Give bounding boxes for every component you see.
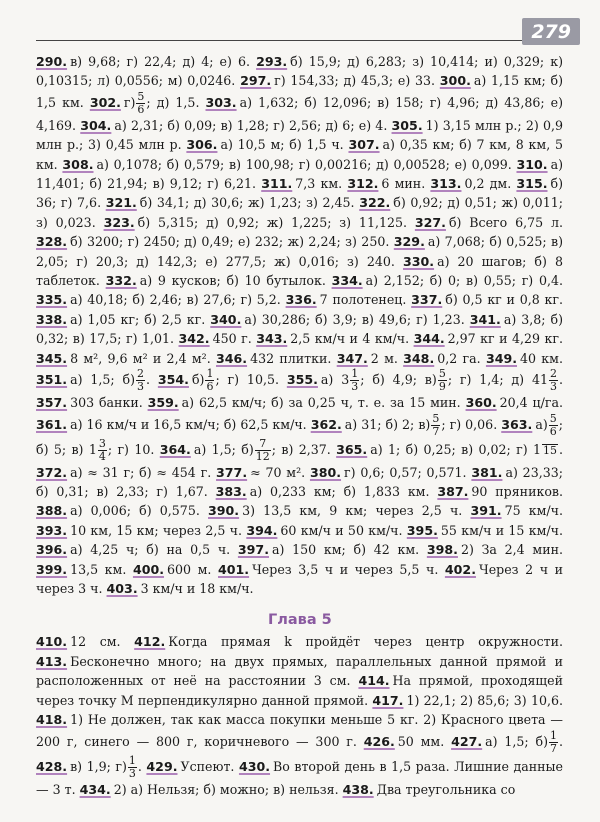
exercise-number: 310. (516, 156, 548, 172)
fraction-denominator: 3 (137, 380, 144, 394)
exercise-number: 398. (426, 542, 458, 558)
answer-item (466, 395, 563, 410)
exercise-number: 307. (348, 137, 380, 153)
exercise-number: 311. (261, 176, 293, 192)
answer-text: 432 плитки. (250, 350, 332, 366)
answer-text: ; г) 10,5. (215, 372, 279, 388)
answers-block-chapter-5 (36, 632, 563, 800)
exercise-number: 338. (36, 311, 68, 327)
answer-item (343, 782, 516, 797)
answer-item (36, 562, 126, 577)
answer-item (310, 411, 498, 438)
exercise-number: 383. (215, 483, 247, 499)
answer-text: а) 1,5; б) (193, 441, 254, 457)
exercise-number: 297. (240, 73, 272, 89)
exercise-number: 400. (132, 561, 165, 577)
header-rule (36, 40, 523, 41)
answer-text: 450 г. (212, 331, 252, 347)
answer-item (148, 395, 461, 410)
answer-text: а) 23,33; б) 0,31; в) 2,33; г) 1,67. (36, 464, 563, 499)
exercise-number: 364. (159, 441, 191, 457)
answer-text: а) 1,15 км; б) 1,5 км. (36, 73, 563, 110)
answer-item (36, 292, 281, 307)
answer-text: 600 м. (167, 561, 212, 577)
fraction (431, 413, 440, 438)
answer-text: Через 3,5 ч и через 5,5 ч. (252, 561, 439, 577)
answer-text: 13,5 км. (70, 561, 127, 577)
answer-item (159, 436, 331, 463)
answer-text: На прямой, проходящей через точку M перпендикулярно данной прямой. (36, 673, 563, 708)
exercise-number: 347. (336, 350, 368, 366)
exercise-number: 342. (178, 331, 210, 347)
answer-text: а) 1,5; б) (485, 733, 548, 749)
exercise-number: 330. (402, 253, 435, 269)
exercise-number: 397. (237, 542, 269, 558)
exercise-number: 429. (146, 758, 178, 774)
answer-text: Через 2 ч и через 3 ч. (36, 561, 563, 596)
answer-item (36, 753, 142, 780)
answer-text: . (137, 758, 142, 774)
answer-text: 3) 13,5 км, 9 км; через 2,5 ч. (242, 503, 463, 519)
exercise-number: 355. (286, 372, 318, 388)
exercise-number: 428. (36, 758, 68, 774)
answer-text: а) 0,1078; б) 0,579; в) 100,98; г) 0,00216; д) 0,00528; е) 0,099. (96, 156, 512, 172)
answer-text: 0,2 дм. (464, 176, 512, 192)
exercise-number: 365. (336, 441, 368, 457)
fraction-numerator: 1 (128, 753, 136, 767)
answer-text: а) ≈ 31 г; б) ≈ 454 г. (70, 464, 212, 480)
answer-item (216, 465, 305, 480)
fraction (542, 444, 558, 457)
answer-text: . (558, 733, 563, 749)
fraction-denominator: 3 (351, 380, 359, 394)
exercise-number: 394. (246, 522, 278, 538)
answer-text: б) 0,5 кг и 0,8 кг. (445, 292, 563, 308)
fraction-numerator: 3 (98, 436, 106, 450)
answer-text: 7 полотенец. (319, 292, 407, 308)
answer-text: а) (535, 416, 548, 432)
exercise-number: 327. (414, 214, 446, 230)
exercise-number: 305. (391, 117, 423, 133)
answer-item (451, 728, 563, 755)
answer-item (261, 176, 342, 191)
exercise-number: 390. (208, 503, 240, 519)
fraction-numerator: 2 (549, 367, 557, 381)
answer-text: ≈ 70 м². (250, 464, 306, 480)
answer-item (36, 523, 242, 538)
exercise-number: 361. (36, 416, 68, 432)
answer-item (210, 312, 464, 327)
answer-text: а) 62,5 км/ч; б) за 0,25 ч, т. е. за 15 мин. (181, 395, 461, 411)
answer-text: а) 1,5; б) (70, 372, 135, 388)
answer-text: а) 3 (320, 372, 350, 388)
answer-text: ; б) 4,9; в) (360, 372, 437, 388)
answer-text: 20,4 ц/га. (499, 395, 563, 411)
fraction-numerator: 1 (351, 367, 359, 381)
exercise-number: 302. (89, 94, 121, 110)
exercise-number: 388. (36, 503, 68, 519)
fraction (549, 730, 558, 755)
exercise-number: 393. (36, 522, 68, 538)
exercise-number: 414. (358, 673, 390, 689)
answer-item (310, 465, 467, 480)
exercise-number: 328. (36, 234, 68, 250)
exercise-number: 300. (439, 73, 471, 89)
exercise-number: 344. (413, 331, 445, 347)
exercise-number: 334. (331, 273, 363, 289)
answer-text: б) 5,315; д) 0,92; ж) 1,225; з) 11,125. (137, 214, 408, 230)
answer-item (36, 234, 389, 249)
answer-text: ; д) 1,5. (146, 94, 200, 110)
answer-text: 90 пряников. (471, 483, 564, 499)
fraction-numerator: 1 (206, 367, 214, 381)
answer-text: а) 40,18; б) 2,46; в) 27,6; г) 5,2. (70, 292, 281, 308)
exercise-number: 306. (186, 137, 218, 153)
fraction-denominator: 3 (128, 766, 136, 780)
answer-text: 10 км, 15 км; через 2,5 ч. (70, 522, 243, 538)
answer-text: ; в) 2,37. (271, 441, 331, 457)
answer-text: а) 16 км/ч и 16,5 км/ч; б) 62,5 км/ч. (70, 416, 307, 432)
answer-item (411, 292, 563, 307)
answer-item (89, 89, 200, 116)
answer-item (336, 442, 563, 457)
fraction-denominator: 6 (137, 102, 145, 116)
answer-text: а) 10,5 м; б) 1,5 ч. (220, 137, 344, 153)
answer-text: . (146, 372, 151, 388)
exercise-number: 329. (393, 234, 425, 250)
answer-text: г) 154,33; д) 45,3; е) 33. (274, 73, 436, 89)
exercise-number: 413. (36, 653, 68, 669)
answer-text: 60 км/ч и 50 км/ч. (280, 522, 403, 538)
fraction-numerator: 2 (137, 367, 144, 381)
exercise-number: 438. (342, 781, 374, 797)
answer-text: 8 м², 9,6 м² и 2,4 м². (70, 350, 211, 366)
exercise-number: 359. (147, 395, 179, 411)
exercise-number: 332. (105, 273, 137, 289)
answer-item (372, 693, 563, 708)
answer-text: а) 7,068; б) 0,525; в) 2,05; г) 20,3; д) 142,3; е) 277,5; ж) 0,016; з) 240. (36, 234, 563, 269)
exercise-number: 363. (501, 416, 533, 432)
exercise-number: 313. (430, 176, 462, 192)
answer-text: 1) 22,1; 2) 85,6; 3) 10,6. (406, 692, 563, 708)
answer-text: 303 банки. (70, 395, 143, 411)
exercise-number: 349. (485, 350, 518, 366)
answer-text: а) 1; б) 0,25; в) 0,02; г) 1 (370, 441, 542, 457)
answer-text: Во второй день в 1,5 раза. Лишние данные — 3 т. (36, 758, 563, 797)
answer-text: 7,3 км. (295, 176, 343, 192)
exercise-number: 315. (516, 176, 548, 192)
exercise-number: 362. (310, 416, 342, 432)
exercise-number: 354. (157, 372, 189, 388)
answer-text: а) 150 км; б) 42 км. (271, 542, 420, 558)
page-header (0, 0, 600, 50)
answer-text: 2,5 км/ч и 4 км/ч. (290, 331, 410, 347)
answer-text: 50 мм. (397, 733, 445, 749)
answer-text: Два треугольника со (376, 781, 516, 797)
answer-text: б) 0,92; д) 0,51; ж) 0,011; з) 0,023. (36, 195, 563, 230)
exercise-number: 321. (105, 195, 137, 211)
answer-text: б) Всего 6,75 л. (448, 214, 563, 230)
answer-item (80, 782, 339, 797)
fraction (136, 91, 145, 116)
exercise-number: 403. (106, 580, 138, 596)
exercise-number: 427. (451, 733, 483, 749)
answer-item (36, 503, 200, 518)
exercise-number: 341. (469, 311, 501, 327)
answer-text: 1) Не должен, так как масса покупки меньше 5 кг. 2) Красного цвета — 200 г, синего — 800 г, коричневого — 300 г. (36, 712, 563, 749)
fraction (350, 368, 359, 393)
fraction (255, 438, 271, 463)
answer-text: а) 9 кусков; б) 10 бутылок. (139, 273, 326, 289)
fraction-denominator: 3 (549, 380, 557, 394)
exercise-number: 343. (256, 331, 288, 347)
answer-text: 40 км. (520, 350, 563, 366)
answer-text: 2,97 кг и 4,29 кг. (447, 331, 563, 347)
answer-item (36, 351, 211, 366)
answer-item (106, 273, 326, 288)
answer-text: б) 34,1; д) 30,6; ж) 1,23; з) 2,45. (139, 195, 355, 211)
exercise-number: 372. (36, 464, 68, 480)
exercise-number: 395. (406, 522, 438, 538)
answer-item (403, 351, 481, 366)
answer-item (133, 562, 211, 577)
answer-text: 55 км/ч и 15 км/ч. (440, 522, 563, 538)
exercise-number: 360. (465, 395, 497, 411)
exercise-number: 396. (36, 542, 68, 558)
answer-item (179, 331, 252, 346)
exercise-number: 337. (411, 292, 443, 308)
answer-text: ; г) 10. (107, 441, 155, 457)
answer-item (415, 215, 563, 230)
fraction-denominator: 6 (549, 424, 557, 438)
answer-item (337, 351, 398, 366)
exercise-number: 348. (403, 350, 435, 366)
answer-item (246, 523, 402, 538)
fraction (438, 368, 447, 393)
exercise-number: 387. (437, 483, 469, 499)
fraction-denominator: 15 (543, 443, 558, 457)
answer-item (218, 562, 438, 577)
exercise-number: 402. (444, 561, 476, 577)
answer-item (106, 195, 355, 210)
exercise-number: 399. (36, 561, 68, 577)
answer-text: б) 36; г) 7,6. (36, 176, 563, 211)
answer-text: а) 2,31; б) 0,09; в) 1,28; г) 2,56; д) 6; е) 4. (114, 117, 388, 133)
fraction (98, 438, 107, 463)
exercise-number: 304. (80, 117, 112, 133)
answer-text: г) 0,6; 0,57; 0,571. (344, 464, 467, 480)
answer-item (208, 503, 462, 518)
exercise-number: 412. (134, 634, 166, 649)
answer-item (36, 417, 307, 432)
answer-text: 6 мин. (381, 176, 426, 192)
fraction (205, 368, 214, 393)
answer-item (36, 542, 230, 557)
fraction-numerator: 5 (137, 89, 145, 103)
exercise-number: 293. (256, 54, 288, 69)
fraction-numerator: 1 (549, 728, 557, 742)
answer-item (36, 465, 211, 480)
answers-block (36, 52, 563, 598)
exercise-number: 391. (470, 503, 502, 519)
answer-text: а) 2,152; б) 0; в) 0,55; г) 0,4. (365, 273, 563, 289)
answer-item (107, 581, 254, 596)
answer-text: а) 0,233 км; б) 1,833 км. (249, 483, 430, 499)
answer-item (36, 395, 143, 410)
answer-text: Когда прямая k пройдёт через центр окружности. (168, 634, 563, 649)
answer-item (256, 331, 409, 346)
answer-item (186, 137, 343, 152)
answer-item (332, 273, 563, 288)
answer-item (430, 176, 511, 191)
exercise-number: 335. (36, 292, 68, 308)
exercise-number: 336. (285, 292, 317, 308)
answer-text: г) (123, 94, 136, 110)
answer-item (414, 331, 563, 346)
page-number: 279 (522, 18, 580, 45)
answer-text: . (558, 372, 563, 388)
answer-item (364, 734, 445, 749)
fraction-numerator: 7 (255, 438, 271, 451)
exercise-number: 380. (309, 464, 342, 480)
answer-item (407, 523, 563, 538)
fraction-numerator: 5 (432, 411, 440, 425)
answer-item (36, 312, 205, 327)
exercise-number: 418. (36, 712, 68, 728)
answer-item (470, 503, 563, 518)
exercise-number: 323. (103, 214, 135, 230)
exercise-number: 381. (471, 464, 503, 480)
answer-text: а) 1,632; б) 12,096; в) 158; г) 4,96; д) 43,86; е) 4,169. (36, 94, 564, 133)
answer-text: а) 31; б) 2; в) (344, 416, 431, 432)
answer-text: а) 4,25 ч; б) на 0,5 ч. (70, 542, 231, 558)
answer-text: ; б) 5; в) 1 (36, 416, 563, 457)
answer-text: а) 0,006; б) 0,575. (70, 503, 200, 519)
answer-item (216, 484, 430, 499)
answer-text: Успеют. (180, 758, 235, 774)
answer-text: 12 см. (70, 634, 121, 649)
answer-item (104, 215, 407, 230)
answer-text: а) 20 шагов; б) 8 таблеток. (36, 253, 563, 289)
fraction (136, 368, 145, 393)
fraction-denominator: 6 (206, 380, 214, 394)
answer-item (36, 54, 250, 69)
exercise-number: 345. (36, 350, 68, 366)
fraction-numerator: 5 (549, 411, 557, 425)
fraction-denominator: 9 (438, 380, 446, 394)
answer-text: Бесконечно много; на двух прямых, параллельных данной прямой и расположенных от неё на расстоянии 3 см. (36, 653, 563, 689)
answer-item (486, 351, 563, 366)
answer-item (238, 542, 419, 557)
exercise-number: 410. (36, 634, 68, 649)
answer-item (146, 759, 234, 774)
answer-item (134, 634, 563, 649)
answer-text: а) 1,05 кг; б) 2,5 кг. (70, 311, 206, 327)
fraction (549, 368, 558, 393)
exercise-number: 322. (359, 195, 391, 211)
fraction-denominator: 4 (98, 449, 106, 463)
answer-text: в) 1,9; г) (70, 758, 127, 774)
exercise-number: 351. (36, 372, 68, 388)
answer-item (347, 176, 425, 191)
answer-item (216, 351, 331, 366)
exercise-number: 303. (205, 94, 237, 110)
chapter-title: Глава 5 (268, 612, 332, 628)
exercise-number: 357. (36, 395, 68, 411)
fraction-numerator: 5 (438, 367, 446, 381)
answer-text: б) 15,9; д) 6,283; з) 10,414; и) 0,329; к) 0,10315; л) 0,0556; м) 0,0246. (36, 54, 563, 89)
answer-text: ; г) 1,4; д) 41 (447, 372, 548, 388)
exercise-number: 434. (79, 781, 111, 797)
answer-item (62, 157, 511, 172)
answer-item (157, 367, 279, 394)
answer-text: 2) а) Нельзя; б) можно; в) нельзя. (113, 781, 339, 797)
exercise-number: 430. (238, 758, 271, 774)
answer-text: а) 30,286; б) 3,9; в) 49,6; г) 1,23. (244, 311, 465, 327)
exercise-number: 312. (347, 176, 379, 192)
answer-item (286, 367, 563, 394)
fraction (128, 755, 137, 780)
answer-text: а) 3,8; б) 0,32; в) 17,5; г) 1,01. (36, 311, 564, 347)
exercise-number: 417. (372, 692, 404, 708)
answer-item (240, 73, 435, 88)
answer-text: 75 км/ч. (504, 503, 563, 519)
fraction-denominator: 7 (432, 424, 440, 438)
exercise-number: 401. (218, 561, 250, 577)
answer-text: а) 0,35 км; б) 7 км, 8 км, 5 км. (36, 137, 563, 172)
exercise-number: 290. (36, 54, 68, 69)
exercise-number: 426. (363, 733, 395, 749)
answer-text: а) 11,401; б) 21,94; в) 9,12; г) 6,21. (36, 156, 563, 192)
answer-text: б) (191, 372, 205, 388)
answer-item (36, 367, 151, 394)
exercise-number: 346. (216, 350, 248, 366)
answer-text: ; г) 0,06. (441, 416, 498, 432)
answer-item (286, 292, 407, 307)
answer-text: б) 3200; г) 2450; д) 0,49; е) 232; ж) 2,24; з) 250. (70, 234, 390, 250)
fraction-denominator: 7 (549, 741, 557, 755)
answer-text: 0,2 га. (437, 350, 481, 366)
answer-item (80, 118, 387, 133)
answer-item (437, 484, 563, 499)
answer-text: 2) За 2,4 мин. (460, 542, 563, 558)
fraction (549, 413, 558, 438)
answer-text: 2 м. (370, 350, 398, 366)
exercise-number: 308. (62, 156, 94, 172)
answer-item (427, 542, 563, 557)
answer-text: . (559, 441, 564, 457)
answer-item (36, 634, 121, 649)
answer-text: 3 км/ч и 18 км/ч. (140, 580, 254, 596)
fraction-denominator: 12 (255, 449, 270, 463)
exercise-number: 340. (210, 311, 242, 327)
answer-text: в) 9,68; г) 22,4; д) 4; е) 6. (70, 54, 250, 69)
exercise-number: 377. (216, 464, 248, 480)
answer-text: 1) 3,15 млн р.; 2) 0,9 млн р.; 3) 0,45 млн р. (36, 117, 563, 153)
